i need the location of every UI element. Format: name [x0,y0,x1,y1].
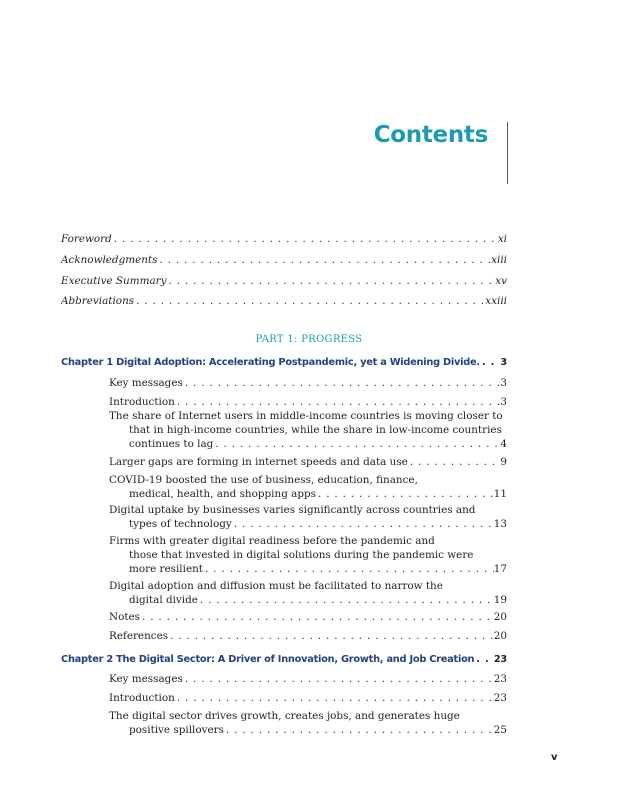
toc-section[interactable] [129,438,507,453]
toc-label: positive spillovers [129,724,224,736]
toc-page: xiii [491,254,507,266]
dot-leader [408,456,501,468]
toc-chapter-2[interactable] [61,654,507,669]
toc-label: continues to lag [129,438,214,450]
toc-section-line[interactable]: The share of Internet users in middle-income countries is moving closer to [109,410,503,422]
toc-page: 23 [493,673,507,685]
toc-label: Larger gaps are forming in internet speeds and data use [109,456,408,468]
dot-leader [168,630,494,642]
toc-label: Key messages [109,377,183,389]
toc-label: Notes [109,611,141,623]
dot-leader [140,611,494,623]
toc-label: Abbreviations [61,295,135,307]
dot-leader [232,518,494,530]
toc-page: 3 [500,357,507,368]
toc-section[interactable] [129,594,507,609]
toc-section[interactable] [129,518,507,533]
toc-page: xv [495,275,507,287]
toc-label: types of technology [129,518,232,530]
part-heading: PART 1: PROGRESS [255,334,363,345]
page-title: Contents [373,122,488,148]
toc-section-line[interactable]: Digital uptake by businesses varies significantly across countries and [109,504,476,516]
toc-page: 23 [493,654,507,665]
dot-leader [175,692,494,704]
toc-page: xi [497,233,507,245]
toc-page: 25 [493,724,507,736]
toc-label: Introduction [109,396,175,408]
dot-leader [480,357,501,368]
dot-leader [166,275,495,287]
toc-label: medical, health, and shopping apps [129,488,316,500]
toc-page: xxiii [485,295,507,307]
toc-section-line[interactable]: The digital sector drives growth, creates jobs, and generates huge [109,710,460,722]
dot-leader [213,438,500,450]
toc-label: Key messages [109,673,183,685]
toc-section[interactable] [109,630,507,645]
toc-entry-foreword[interactable] [61,233,507,248]
toc-page: 13 [493,518,507,530]
toc-page: 19 [493,594,507,606]
toc-page: 17 [493,563,507,575]
toc-section[interactable] [109,611,507,626]
toc-page: 23 [493,692,507,704]
dot-leader [203,563,494,575]
toc-label: Foreword [61,233,112,245]
toc-section[interactable] [129,563,507,578]
toc-label: Executive Summary [61,275,167,287]
toc-entry-executive-summary[interactable] [61,275,507,290]
dot-leader [316,488,494,500]
dot-leader [112,233,498,245]
toc-page: 3 [500,396,507,408]
toc-label: References [109,630,169,642]
toc-section-line[interactable]: Digital adoption and diffusion must be facilitated to narrow the [109,580,443,592]
toc-label: digital divide [129,594,198,606]
toc-section-line[interactable]: those that invested in digital solutions during the pandemic were [129,549,474,561]
toc-page: 20 [493,630,507,642]
page-number: v [551,752,558,763]
toc-label: Acknowledgments [61,254,158,266]
title-rule [507,122,508,184]
toc-section[interactable] [109,456,507,471]
chapter-label: Chapter 2 The Digital Sector: A Driver of Innovation, Growth, and Job Creation [61,654,475,665]
toc-chapter-1[interactable] [61,357,507,372]
dot-leader [183,377,501,389]
toc-page: 3 [500,377,507,389]
toc-page: 4 [500,438,507,450]
dot-leader [183,673,494,685]
toc-section[interactable] [129,488,507,503]
toc-section[interactable] [109,377,507,392]
dot-leader [134,295,485,307]
toc-section[interactable] [109,396,507,411]
toc-section[interactable] [109,673,507,688]
dot-leader [157,254,491,266]
toc-section-line[interactable]: Firms with greater digital readiness before the pandemic and [109,535,435,547]
toc-section[interactable] [109,692,507,707]
toc-label: more resilient [129,563,203,575]
toc-entry-acknowledgments[interactable] [61,254,507,269]
toc-section[interactable] [129,724,507,739]
toc-section-line[interactable]: COVID-19 boosted the use of business, education, finance, [109,474,418,486]
dot-leader [224,724,494,736]
dot-leader [474,654,494,665]
toc-page: 20 [493,611,507,623]
toc-section-line[interactable]: that in high-income countries, while the share in low-income countries [129,424,502,436]
dot-leader [175,396,501,408]
dot-leader [198,594,494,606]
toc-entry-abbreviations[interactable] [61,295,507,310]
chapter-label: Chapter 1 Digital Adoption: Accelerating Postpandemic, yet a Widening Divide. [61,357,480,368]
toc-page: 11 [493,488,507,500]
toc-page: 9 [500,456,507,468]
toc-label: Introduction [109,692,175,704]
